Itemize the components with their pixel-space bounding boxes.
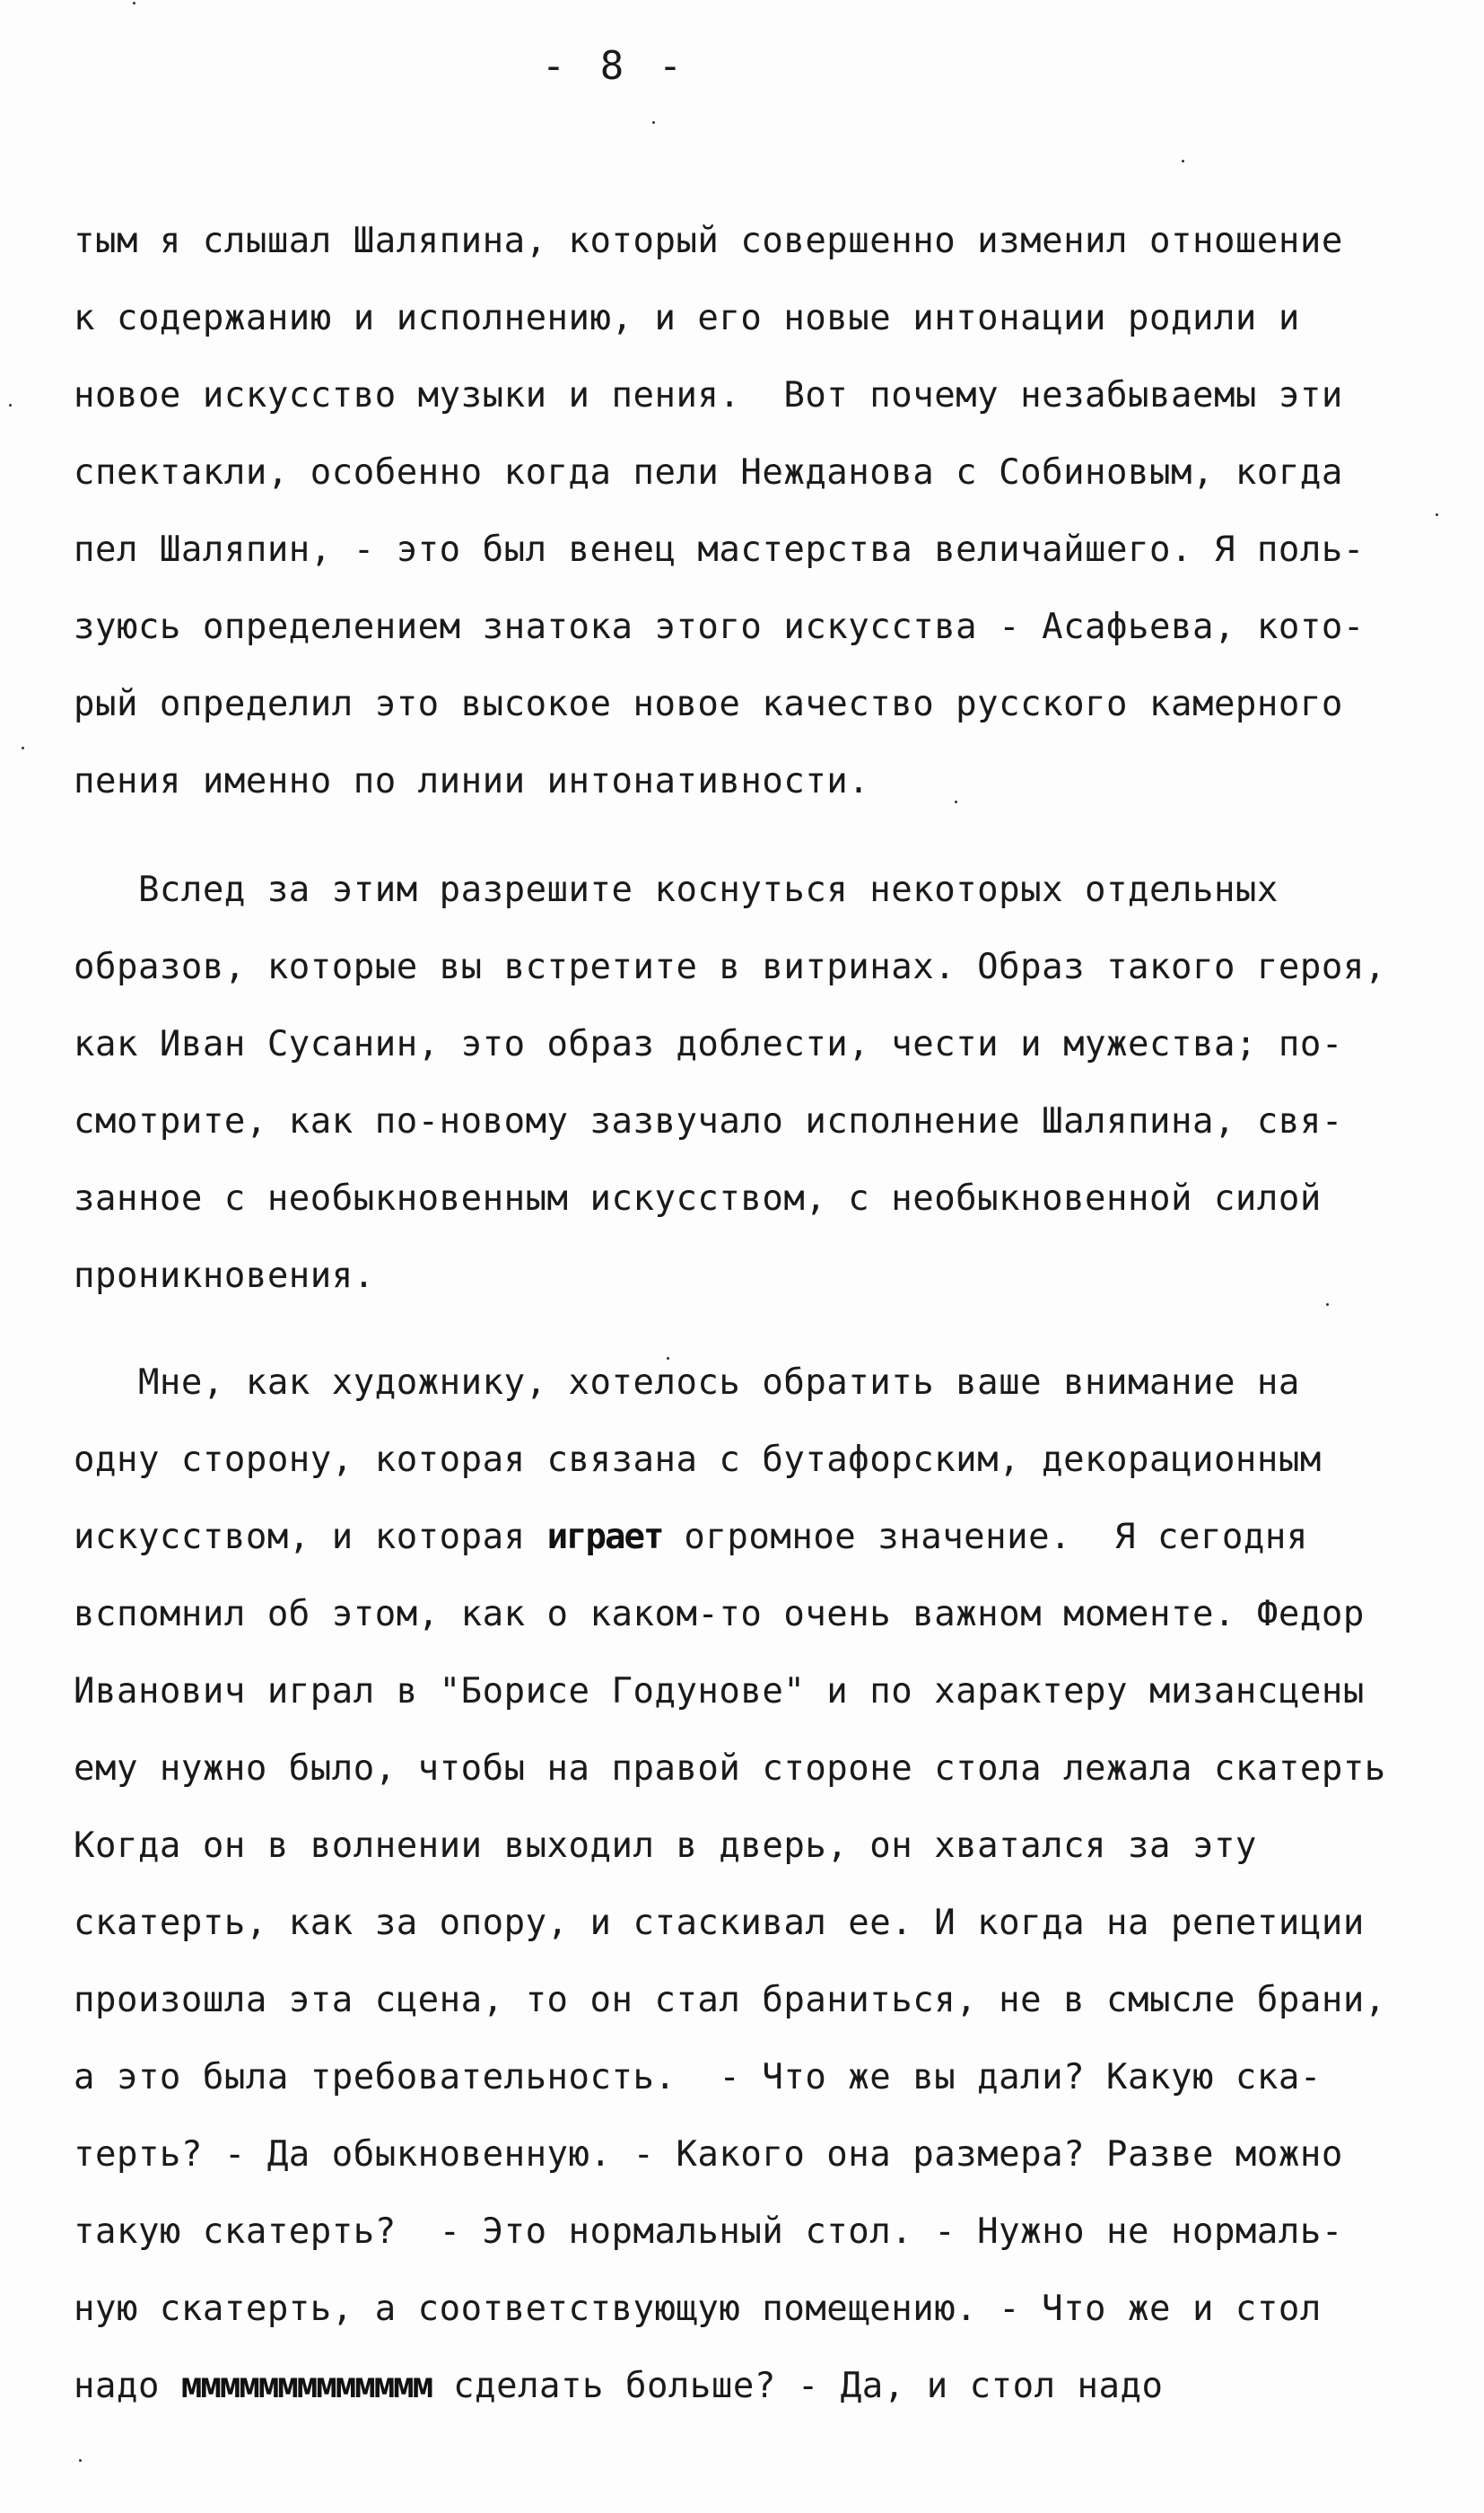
text-line: Иванович играл в "Борисе Годунове" и по характеру мизансцены [74,1671,1365,1712]
line-text-before: надо [74,2366,181,2406]
text-line: тым я слышал Шаляпина, который совершенно изменил отношение [74,221,1343,261]
text-line: как Иван Сусанин, это образ доблести, чести и мужества; по- [74,1024,1343,1064]
scan-speck [652,121,655,124]
text-line: Вслед за этим разрешите коснуться некоторых отдельных [74,870,1279,910]
text-line: новое искусство музыки и пения. Вот почему незабываемы эти [74,375,1343,416]
scan-speck [667,1357,669,1360]
text-line: занное с необыкновенным искусством, с необыкновенной силой [74,1178,1322,1219]
paragraph-3 [74,1344,1473,2425]
scan-speck [133,2,135,4]
text-line: спектакли, особенно когда пели Нежданова с Собиновым, когда [74,452,1343,493]
text-line: пения именно по линии интонативности. [74,761,870,801]
text-line: образов, которые вы встретите в витринах. Образ такого героя, [74,947,1386,987]
scan-speck [1436,513,1438,516]
page-number: - 8 - [541,43,688,89]
text-line: скатерть, как за опору, и стаскивал ее. И когда на репетиции [74,1903,1365,1943]
paragraph-1 [74,203,1473,820]
text-line: произошла эта сцена, то он стал браниться, не в смысле брани, [74,1980,1386,2020]
struck-out-word: ммммммммммммм [180,2366,432,2406]
text-line: проникновения. [74,1256,375,1296]
struck-out-word: играет [546,1517,663,1557]
line-text-after: огромное значение. Я сегодня [662,1517,1308,1557]
text-line: терть? - Да обыкновенную. - Какого она размера? Разве можно [74,2134,1343,2175]
text-line: Когда он в волнении выходил в дверь, он хватался за эту [74,1826,1257,1866]
scan-speck [1182,160,1184,162]
text-line: одну сторону, которая связана с бутафорским, декорационным [74,1440,1322,1480]
line-text-before: искусством, и которая [74,1517,547,1557]
text-line: Мне, как художнику, хотелось обратить ваше внимание на [74,1362,1300,1403]
text-line: зуюсь определением знатока этого искусства - Асафьева, кото- [74,607,1365,647]
scan-speck [1326,1303,1329,1306]
text-line: вспомнил об этом, как о каком-то очень важном моменте. Федор [74,1594,1365,1634]
text-line-with-strikeout [74,2348,1473,2425]
text-line: рый определил это высокое новое качество русского камерного [74,684,1343,724]
line-text-after: сделать больше? - Да, и стол надо [432,2366,1164,2406]
scan-speck [79,2459,82,2462]
scan-speck [22,747,24,749]
text-line-with-strikeout [74,1499,1473,1576]
text-line: к содержанию и исполнению, и его новые интонации родили и [74,298,1300,338]
text-line: такую скатерть? - Это нормальный стол. - Нужно не нормаль- [74,2211,1343,2252]
text-line: а это была требовательность. - Что же вы дали? Какую ска- [74,2057,1322,2097]
text-line: ную скатерть, а соответствующую помещению. - Что же и стол [74,2289,1322,2329]
text-line: пел Шаляпин, - это был венец мастерства величайшего. Я поль- [74,530,1365,570]
text-line: смотрите, как по-новому зазвучало исполнение Шаляпина, свя- [74,1101,1343,1142]
text-line: ему нужно было, чтобы на правой стороне стола лежала скатерть [74,1748,1386,1789]
scan-speck [9,404,12,407]
scan-speck [955,801,957,803]
paragraph-2 [74,852,1473,1315]
